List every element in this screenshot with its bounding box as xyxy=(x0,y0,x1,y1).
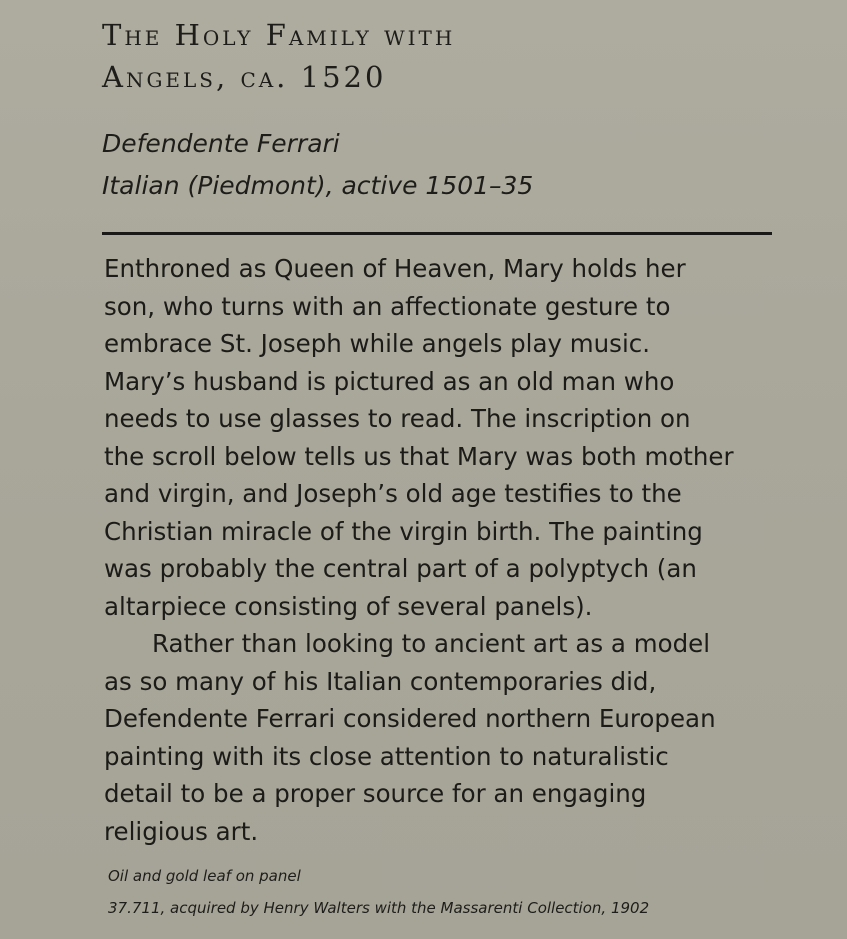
artist-origin: Italian (Piedmont), active 1501–35 xyxy=(102,171,534,200)
artwork-title-line-1: The Holy Family with xyxy=(102,18,456,52)
description-line: Defendente Ferrari considered northern European xyxy=(104,704,716,733)
description-line: as so many of his Italian contemporaries did, xyxy=(104,666,657,696)
medium-caption: Oil and gold leaf on panel xyxy=(108,867,301,885)
description-text xyxy=(104,250,784,850)
description-line: Rather than looking to ancient art as a model xyxy=(152,629,711,658)
description-line: son, who turns with an affectionate gesture to xyxy=(104,291,671,321)
description-line: was probably the central part of a polyptych (an xyxy=(104,554,697,583)
description-line: painting with its close attention to naturalistic xyxy=(104,741,669,771)
description-line: altarpiece consisting of several panels). xyxy=(104,591,593,621)
description-line: religious art. xyxy=(104,816,259,846)
description-line: Mary’s husband is pictured as an old man who xyxy=(104,366,675,396)
description-line: needs to use glasses to read. The inscription on xyxy=(104,404,691,433)
artist-name: Defendente Ferrari xyxy=(102,129,340,158)
description-line: and virgin, and Joseph’s old age testifies to the xyxy=(104,479,682,508)
description-line: Enthroned as Queen of Heaven, Mary holds her xyxy=(104,254,686,283)
description-line: embrace St. Joseph while angels play music. xyxy=(104,329,651,358)
accession-caption: 37.711, acquired by Henry Walters with the Massarenti Collection, 1902 xyxy=(108,899,650,917)
description-line: Christian miracle of the virgin birth. The painting xyxy=(104,516,703,546)
divider-rule xyxy=(102,232,772,235)
description-line: the scroll below tells us that Mary was both mother xyxy=(104,441,734,471)
description-line: detail to be a proper source for an engaging xyxy=(104,779,647,808)
artwork-title-line-2: Angels, ca. 1520 xyxy=(102,60,387,94)
